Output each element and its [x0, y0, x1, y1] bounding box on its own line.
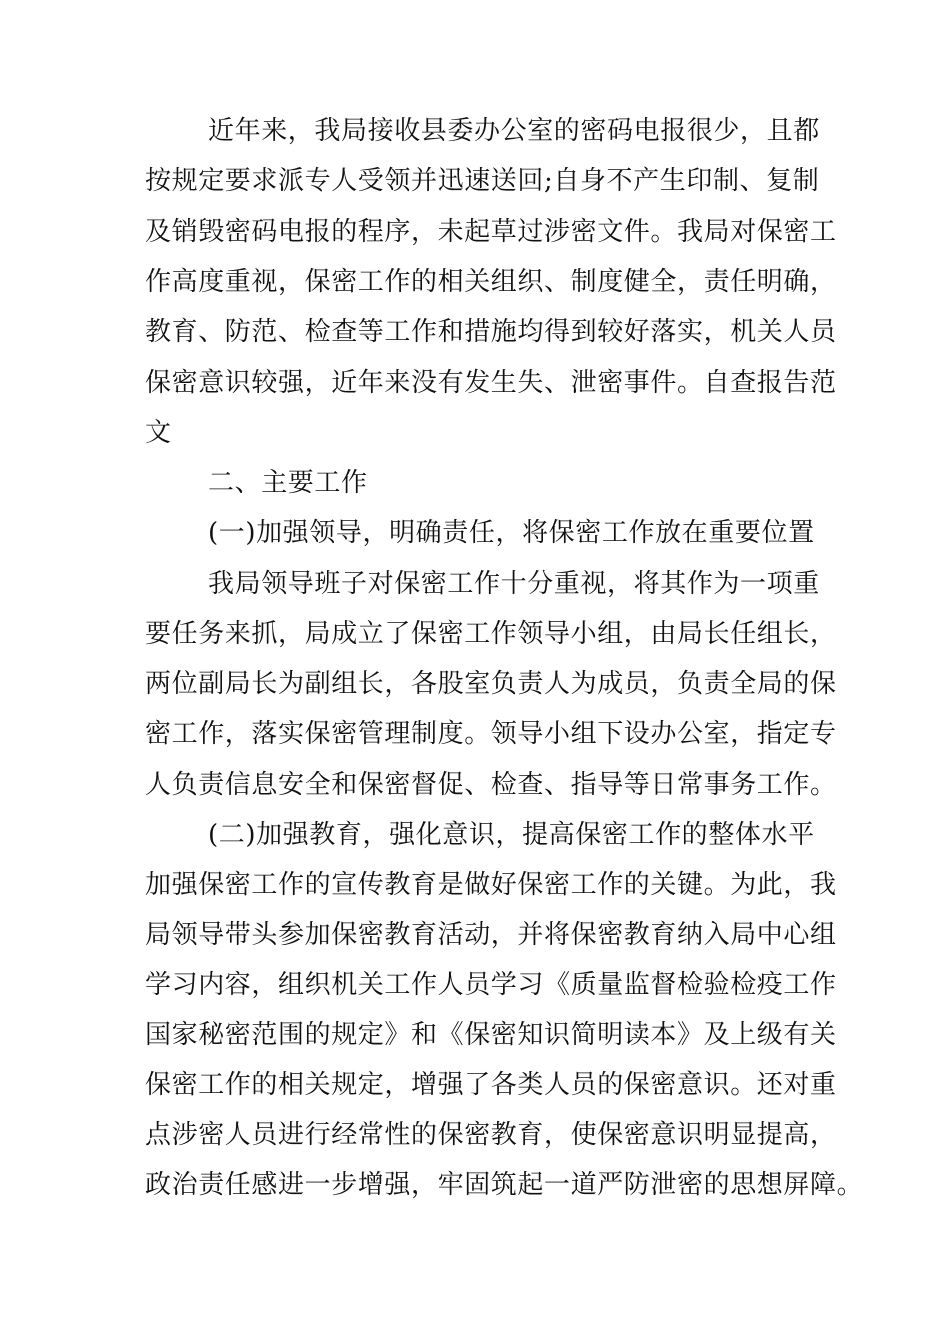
body-line: 点涉密人员进行经常性的保密教育，使保密意识明显提高， [145, 1120, 837, 1150]
body-line: 两位副局长为副组长，各股室负责人为成员，负责全局的保 [145, 669, 837, 699]
body-line: 及销毁密码电报的程序，未起草过涉密文件。我局对保密工 [145, 217, 837, 247]
body-line: 要任务来抓，局成立了保密工作领导小组，由局长任组长， [145, 619, 837, 649]
body-line: 文 [145, 418, 172, 448]
subsection-heading: (一)加强领导，明确责任，将保密工作放在重要位置 [208, 518, 815, 548]
section-heading: 二、主要工作 [208, 468, 368, 498]
body-line: 教育、防范、检查等工作和措施均得到较好落实，机关人员 [145, 317, 837, 347]
body-line: 近年来，我局接收县委办公室的密码电报很少，且都 [208, 116, 820, 146]
body-line: 我局领导班子对保密工作十分重视，将其作为一项重 [208, 569, 820, 599]
subsection-heading: (二)加强教育，强化意识，提高保密工作的整体水平 [208, 820, 815, 850]
body-line: 保密意识较强，近年来没有发生失、泄密事件。自查报告范 [145, 368, 837, 398]
body-line: 学习内容，组织机关工作人员学习《质量监督检验检疫工作 [145, 970, 837, 1000]
body-line: 局领导带头参加保密教育活动，并将保密教育纳入局中心组 [145, 920, 837, 950]
body-line: 作高度重视，保密工作的相关组织、制度健全，责任明确， [145, 267, 837, 297]
body-line: 保密工作的相关规定，增强了各类人员的保密意识。还对重 [145, 1070, 837, 1100]
body-line: 密工作，落实保密管理制度。领导小组下设办公室，指定专 [145, 719, 837, 749]
body-line: 加强保密工作的宣传教育是做好保密工作的关键。为此，我 [145, 870, 837, 900]
body-line: 国家秘密范围的规定》和《保密知识简明读本》及上级有关 [145, 1020, 837, 1050]
body-line: 人负责信息安全和保密督促、检查、指导等日常事务工作。 [145, 770, 837, 800]
body-line: 按规定要求派专人受领并迅速送回;自身不产生印制、复制 [145, 166, 820, 196]
body-line: 政治责任感进一步增强，牢固筑起一道严防泄密的思想屏障。 [145, 1170, 864, 1200]
